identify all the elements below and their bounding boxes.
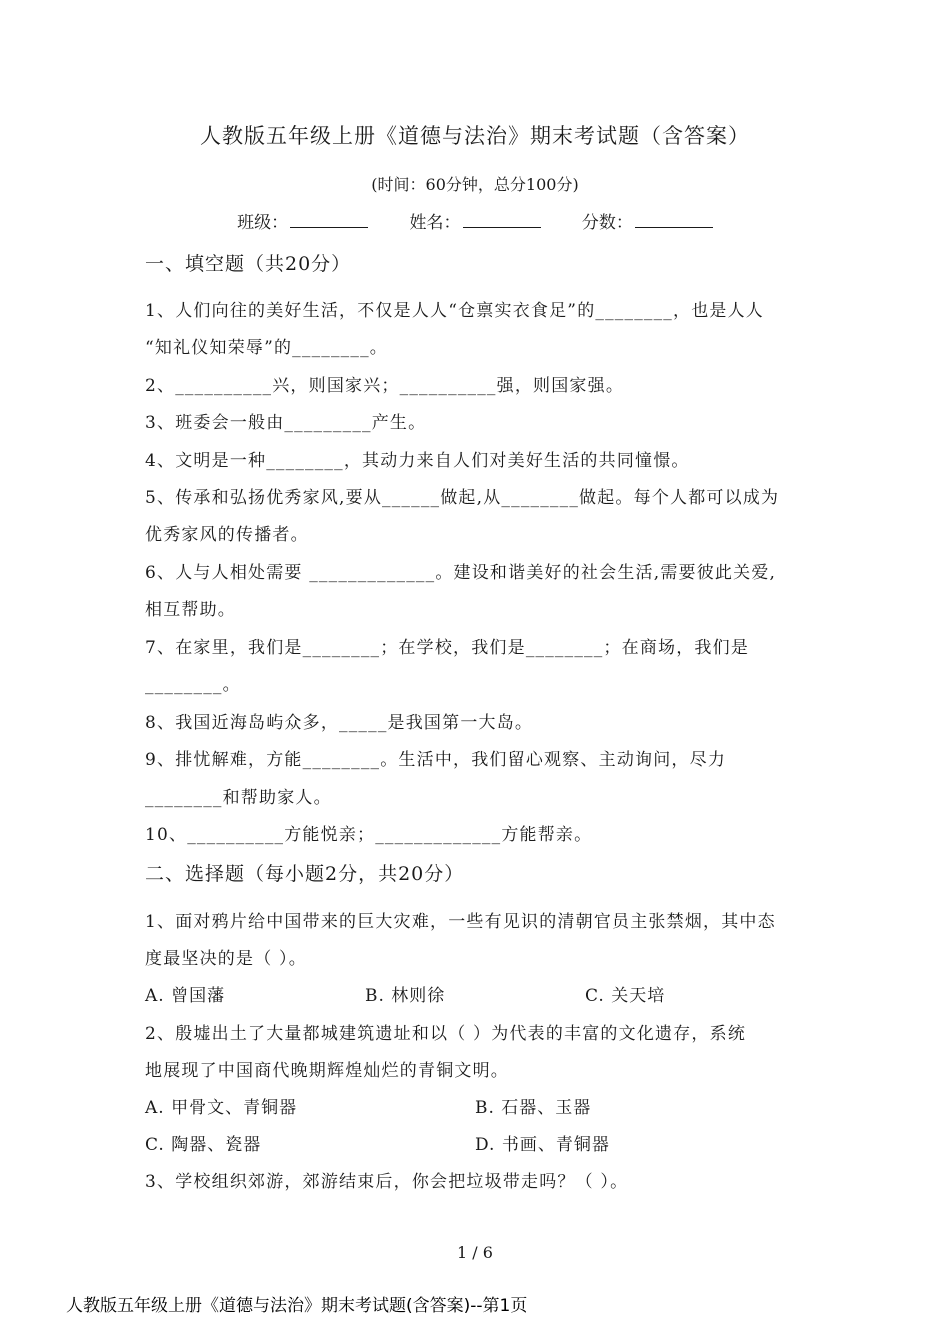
question-line: 5、传承和弘扬优秀家风,要从______做起,从________做起。每个人都可以成为 [145, 488, 780, 508]
option-c[interactable]: C. 陶器、瓷器 [145, 1135, 262, 1155]
name-blank[interactable] [463, 213, 541, 228]
question-line: 9、排忧解难，方能________。生活中，我们留心观察、主动询问，尽力 [145, 750, 727, 770]
exam-subtitle: (时间：60分钟，总分100分) [371, 175, 579, 194]
option-a[interactable]: A. 甲骨文、青铜器 [145, 1098, 298, 1118]
question-line: 1、人们向往的美好生活，不仅是人人“仓禀实衣食足”的________，也是人人 [145, 301, 764, 321]
class-blank[interactable] [290, 213, 368, 228]
question-line: 3、学校组织郊游，郊游结束后，你会把垃圾带走吗？（ ）。 [145, 1172, 629, 1192]
option-b[interactable]: B. 石器、玉器 [475, 1098, 592, 1118]
exam-title: 人教版五年级上册《道德与法治》期末考试题（含答案） [200, 124, 750, 148]
score-label: 分数： [581, 213, 633, 233]
page-footer: 人教版五年级上册《道德与法治》期末考试题(含答案)--第1页 [66, 1296, 528, 1316]
question-line: 地展现了中国商代晚期辉煌灿烂的青铜文明。 [145, 1061, 509, 1081]
question-line: 10、__________方能悦亲；_____________方能帮亲。 [145, 825, 593, 845]
question-line: 相互帮助。 [145, 600, 236, 620]
name-label: 姓名： [409, 213, 461, 233]
question-line: 6、人与人相处需要 _____________。建设和谐美好的社会生活,需要彼此关爱, [145, 563, 777, 583]
question-line: 优秀家风的传播者。 [145, 525, 309, 545]
question-line: 3、班委会一般由_________产生。 [145, 413, 427, 433]
option-a[interactable]: A. 曾国藩 [145, 986, 226, 1006]
class-field [237, 208, 368, 233]
page-number: 1 / 6 [457, 1243, 493, 1262]
score-field [582, 208, 713, 233]
option-d[interactable]: D. 书画、青铜器 [475, 1135, 610, 1155]
question-line: 1、面对鸦片给中国带来的巨大灾难，一些有见识的清朝官员主张禁烟，其中态 [145, 912, 776, 932]
section2-heading: 二、选择题（每小题2分，共20分） [145, 863, 465, 885]
class-label: 班级： [237, 213, 289, 233]
option-c[interactable]: C. 关天培 [585, 986, 666, 1006]
question-line: ________。 [145, 675, 241, 695]
question-line: 度最坚决的是（ ）。 [145, 949, 307, 969]
question-line: “知礼仪知荣辱”的________。 [145, 338, 388, 358]
student-info-row [0, 208, 950, 233]
score-blank[interactable] [635, 213, 713, 228]
question-line: 7、在家里，我们是________；在学校，我们是________；在商场，我们是 [145, 638, 750, 658]
option-b[interactable]: B. 林则徐 [365, 986, 446, 1006]
question-line: 8、我国近海岛屿众多，_____是我国第一大岛。 [145, 713, 534, 733]
question-line: ________和帮助家人。 [145, 788, 332, 808]
question-line: 2、殷墟出土了大量都城建筑遗址和以（ ）为代表的丰富的文化遗存，系统 [145, 1024, 747, 1044]
section1-heading: 一、填空题（共20分） [145, 253, 352, 275]
question-line: 2、__________兴，则国家兴；__________强，则国家强。 [145, 376, 625, 396]
name-field [410, 208, 541, 233]
question-line: 4、文明是一种________，其动力来自人们对美好生活的共同憧憬。 [145, 451, 690, 471]
